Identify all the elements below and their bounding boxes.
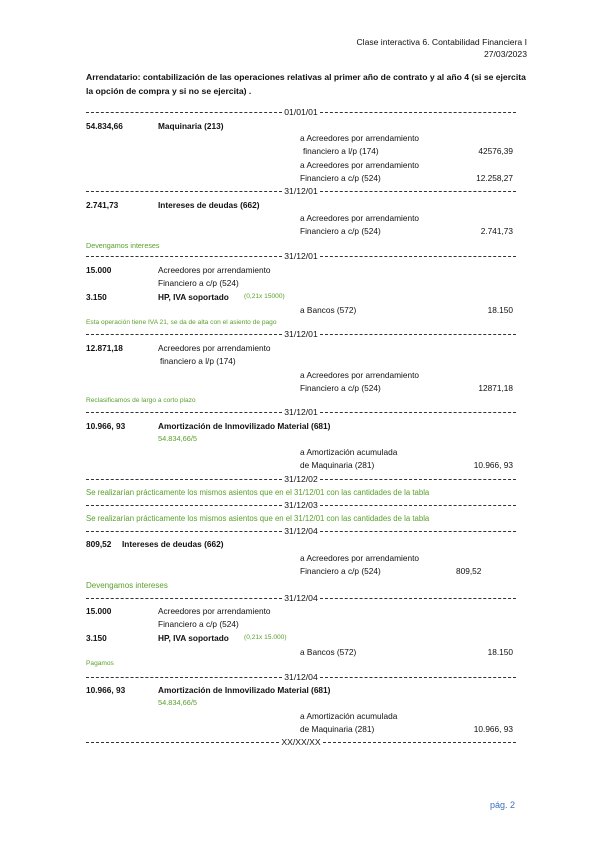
- page-number: pág. 2: [489, 800, 515, 810]
- journal-separator: 31/12/01: [86, 329, 516, 339]
- credit-account-line2: Financiero a c/p (524): [300, 383, 381, 393]
- debit-amount: 3.150: [86, 633, 107, 643]
- entry-note: Esta operación tiene IVA 21, se da de alta con el asiento de pago: [86, 319, 277, 326]
- entry-note: Pagamos: [86, 660, 114, 667]
- journal-separator: 31/12/04: [86, 593, 516, 603]
- journal-separator: 31/12/04: [86, 526, 516, 536]
- credit-account: a Acreedores por arrendamiento: [300, 370, 419, 380]
- entry-note: Devengamos intereses: [86, 581, 168, 590]
- debit-amount: 809,52: [86, 539, 112, 549]
- journal-separator: 31/12/01: [86, 407, 516, 417]
- debit-amount: 54.834,66: [86, 121, 123, 131]
- debit-account-line2: financiero a l/p (174): [160, 356, 236, 366]
- credit-amount: 18.150: [487, 647, 513, 657]
- credit-account: a Amortización acumulada: [300, 711, 398, 721]
- credit-account-line2: de Maquinaria (281): [300, 724, 375, 734]
- debit-amount: 15.000: [86, 606, 112, 616]
- debit-account: Amortización de Inmovilizado Material (681): [158, 685, 331, 695]
- debit-account: Acreedores por arrendamiento: [158, 606, 271, 616]
- entry-note: Se realizarían prácticamente los mismos asientos que en el 31/12/01 con las cantidades de la tabla: [86, 514, 430, 523]
- credit-account: a Acreedores por arrendamiento: [300, 553, 419, 563]
- debit-amount: 10.966, 93: [86, 685, 126, 695]
- debit-account: Intereses de deudas (662): [122, 539, 224, 549]
- journal-separator: XX/XX/XX: [86, 737, 516, 747]
- journal-separator: 31/12/03: [86, 500, 516, 510]
- debit-account: Acreedores por arrendamiento: [158, 343, 271, 353]
- credit-account: a Acreedores por arrendamiento: [300, 213, 419, 223]
- debit-account: Maquinaria (213): [158, 121, 224, 131]
- journal-separator: 31/12/02: [86, 474, 516, 484]
- calc-note: (0,21x 15000): [244, 293, 285, 300]
- credit-account-line2: Financiero a c/p (524): [300, 566, 381, 576]
- credit-amount: 12.258,27: [476, 173, 513, 183]
- credit-account-line2: Financiero a c/p (524): [300, 226, 381, 236]
- credit-amount: 10.966, 93: [473, 460, 513, 470]
- credit-account-line2: de Maquinaria (281): [300, 460, 375, 470]
- credit-account: a Bancos (572): [300, 647, 357, 657]
- credit-account: a Acreedores por arrendamiento: [300, 160, 419, 170]
- debit-amount: 3.150: [86, 292, 107, 302]
- credit-amount: 2.741,73: [480, 226, 513, 236]
- entry-note: Se realizarían prácticamente los mismos asientos que en el 31/12/01 con las cantidades de la tabla: [86, 488, 430, 497]
- journal-separator: 31/12/01: [86, 186, 516, 196]
- debit-amount: 2.741,73: [86, 200, 119, 210]
- debit-account: HP, IVA soportado: [158, 292, 229, 302]
- header-date: 27/03/2023: [483, 49, 527, 59]
- debit-account: HP, IVA soportado: [158, 633, 229, 643]
- credit-account: a Amortización acumulada: [300, 447, 398, 457]
- journal-separator: 01/01/01: [86, 107, 516, 117]
- journal-separator: 31/12/01: [86, 251, 516, 261]
- credit-amount: 18.150: [487, 305, 513, 315]
- debit-amount: 10.966, 93: [86, 421, 126, 431]
- calc-note: 54.834,66/5: [158, 434, 198, 443]
- credit-amount: 12871,18: [478, 383, 513, 393]
- intro-paragraph: Arrendatario: contabilización de las operaciones relativas al primer año de contrato y al año 4 (si se ejercita la opción de compra y si no se ejercita) .: [86, 72, 526, 96]
- debit-account-line2: Financiero a c/p (524): [158, 278, 239, 288]
- debit-amount: 12.871,18: [86, 343, 123, 353]
- debit-account-line2: Financiero a c/p (524): [158, 619, 239, 629]
- debit-account: Amortización de Inmovilizado Material (681): [158, 421, 331, 431]
- calc-note: (0,21x 15.000): [244, 634, 287, 641]
- credit-account: a Bancos (572): [300, 305, 357, 315]
- entry-note: Devengamos intereses: [86, 241, 160, 250]
- credit-account-line2: Financiero a c/p (524): [300, 173, 381, 183]
- debit-amount: 15.000: [86, 265, 112, 275]
- credit-account: a Acreedores por arrendamiento: [300, 133, 419, 143]
- entry-note: Reclasificamos de largo a corto plazo: [86, 397, 196, 404]
- credit-account-line2: financiero a l/p (174): [303, 146, 379, 156]
- debit-account: Intereses de deudas (662): [158, 200, 260, 210]
- credit-amount: 10.966, 93: [473, 724, 513, 734]
- calc-note: 54.834,66/5: [158, 698, 198, 707]
- header-title: Clase interactiva 6. Contabilidad Financiera I: [356, 37, 527, 47]
- debit-account: Acreedores por arrendamiento: [158, 265, 271, 275]
- credit-amount: 42576,39: [478, 146, 513, 156]
- credit-amount: 809,52: [456, 566, 482, 576]
- journal-separator: 31/12/04: [86, 672, 516, 682]
